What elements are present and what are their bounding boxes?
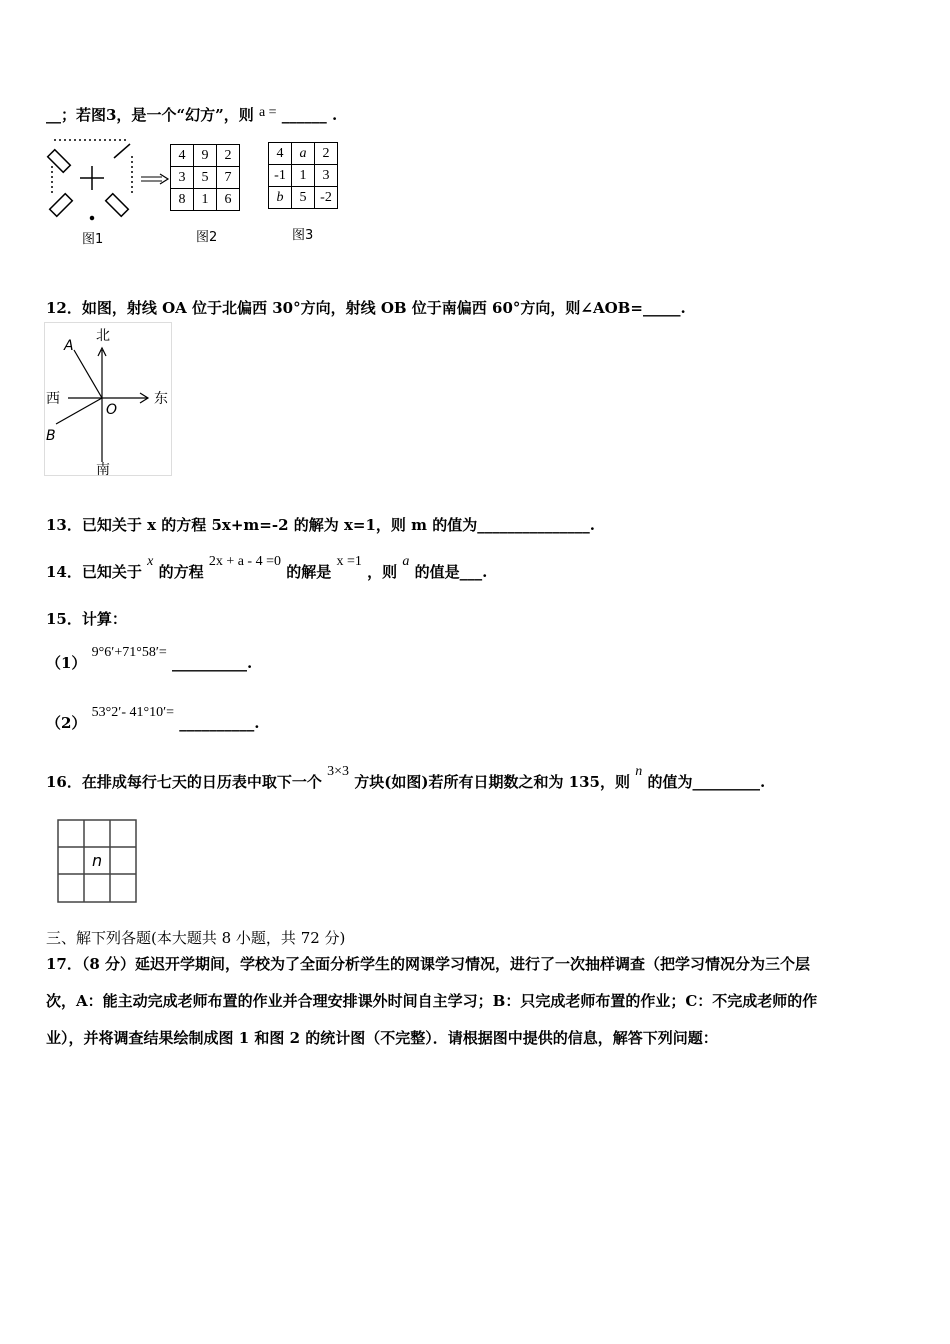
q11-fig3-caption: 图3 (292, 228, 314, 243)
q17-line-2: 次，A：能主动完成老师布置的作业并合理安排课外时间自主学习；B：只完成老师布置的作业；C：不完成老师的作 (46, 992, 818, 1010)
q16-p1: 16．在排成每行七天的日历表中取下一个 (46, 773, 322, 791)
q11-grid-3 (268, 142, 338, 209)
grid3-cell: 5 (292, 187, 315, 209)
label-o: O (106, 402, 118, 418)
grid3-cell: 4 (269, 143, 292, 165)
q13-end: . (589, 516, 595, 534)
q15-p2-blank: __________ (179, 714, 255, 732)
q13-blank: _______________ (477, 516, 590, 534)
q11-fig2-caption: 图2 (196, 230, 218, 245)
q11-end: . (332, 106, 338, 124)
label-west: 西 (46, 391, 60, 407)
arrow-icon (140, 172, 170, 186)
q12-line (46, 297, 686, 318)
q14-blank: ___ (459, 563, 483, 581)
q12-end: . (680, 299, 686, 317)
q11-prefix: __；若图3，是一个“幻方”，则 (46, 106, 254, 124)
grid2-cell: 6 (217, 189, 240, 211)
q14-x: x (147, 554, 154, 569)
q16-size: 3×3 (327, 764, 350, 779)
q15-part1 (46, 645, 253, 673)
q11-blank: ______ (281, 106, 327, 124)
q11-fig1-caption: 图1 (82, 232, 104, 247)
q16-p2: 方块(如图)若所有日期数之和为 135，则 (354, 773, 630, 791)
q16-cell-n: n (92, 851, 103, 870)
q16-p3: 的值为 (647, 773, 693, 791)
q16-line (46, 764, 766, 792)
q13-text: 13．已知关于 x 的方程 5x+m=-2 的解为 x=1，则 m 的值为 (46, 516, 478, 534)
q11-figure-1 (44, 136, 140, 228)
label-b: B (46, 428, 56, 444)
q14-p5: 的值是 (414, 563, 460, 581)
q15-p1-blank: __________ (172, 654, 248, 672)
grid2-cell: 4 (171, 145, 194, 167)
q12-compass-diagram (44, 322, 176, 478)
grid2-cell: 7 (217, 167, 240, 189)
q15-p1-expr: 9°6′+71°58′= (91, 645, 167, 660)
q14-line (46, 554, 488, 582)
q11-grid-2 (170, 144, 240, 211)
q14-p3: 的解是 (286, 563, 332, 581)
section-3-title: 三、解下列各题(本大题共 8 小题，共 72 分) (46, 929, 346, 947)
ray-oa (74, 350, 102, 398)
q15-p2-label: （2） (46, 714, 87, 732)
q14-equation: 2x + a - 4 =0 (208, 554, 281, 569)
grid2-cell: 8 (171, 189, 194, 211)
q15-p1-label: （1） (46, 654, 87, 672)
label-east: 东 (154, 391, 168, 407)
q12-blank: _____ (642, 299, 681, 317)
q15-p2-end: . (254, 714, 260, 732)
q11-math: a = (258, 105, 277, 120)
grid2-cell: 5 (194, 167, 217, 189)
q14-p2: 的方程 (158, 563, 204, 581)
q15-part2 (46, 705, 260, 733)
q14-end: . (482, 563, 488, 581)
grid3-cell: 1 (292, 165, 315, 187)
grid3-cell: 2 (315, 143, 338, 165)
q14-solution: x =1 (336, 554, 362, 569)
label-south: 南 (96, 462, 110, 478)
q17-line-3: 业），并将调查结果绘制成图 1 和图 2 的统计图（不完整）．请根据图中提供的信息，解答下列问题： (46, 1029, 718, 1047)
q15-p1-end: . (247, 654, 253, 672)
q11-line (46, 104, 337, 125)
q16-calendar-block (56, 818, 140, 906)
q15-title: 15．计算： (46, 610, 127, 628)
grid3-cell: a (292, 143, 315, 165)
q16-blank: _________ (692, 773, 760, 791)
q12-text: 12．如图，射线 OA 位于北偏西 30°方向，射线 OB 位于南偏西 60°方向，则∠AOB= (46, 299, 643, 317)
q16-end: . (759, 773, 766, 791)
grid3-cell: 3 (315, 165, 338, 187)
grid3-cell: -1 (269, 165, 292, 187)
label-north: 北 (96, 328, 110, 344)
q14-p1: 14．已知关于 (46, 563, 142, 581)
ray-ob (56, 398, 102, 424)
grid3-cell: b (269, 187, 292, 209)
grid2-cell: 9 (194, 145, 217, 167)
q14-a: a (402, 554, 410, 569)
q16-n: n (635, 764, 643, 779)
grid2-cell: 1 (194, 189, 217, 211)
label-a: A (64, 338, 74, 354)
q13-line (46, 514, 595, 535)
q17-line-1: 17．（8 分）延迟开学期间，学校为了全面分析学生的网课学习情况，进行了一次抽样调查（把学习情况分为三个层 (46, 955, 811, 973)
q15-p2-expr: 53°2′- 41°10′= (91, 705, 175, 720)
grid2-cell: 2 (217, 145, 240, 167)
q14-p4: ，则 (367, 563, 398, 581)
grid2-cell: 3 (171, 167, 194, 189)
grid3-cell: -2 (315, 187, 338, 209)
